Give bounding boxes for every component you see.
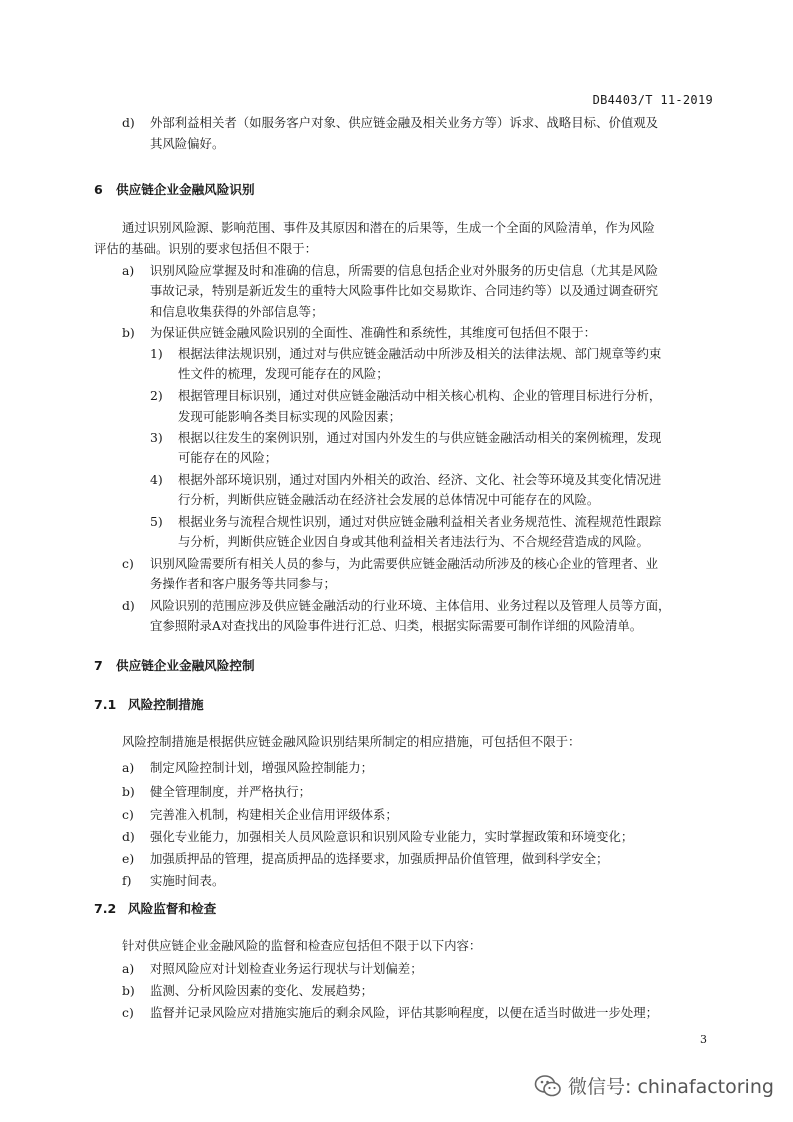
subsection-number: 7.2: [94, 901, 117, 916]
sub-list-marker: 1): [150, 346, 163, 361]
list-item-line: 识别风险应掌握及时和准确的信息，所需要的信息包括企业对外服务的历史信息（尤其是风险: [150, 263, 659, 278]
list-marker: c): [122, 807, 134, 822]
subsection-heading-7-1: [94, 697, 204, 713]
list-marker: d): [122, 598, 135, 613]
paragraph-line: 通过识别风险源、影响范围、事件及其原因和潜在的后果等，生成一个全面的风险清单，作为风险: [122, 220, 655, 235]
paragraph-line: 风险控制措施是根据供应链金融风险识别结果所制定的相应措施，可包括但不限于：: [122, 734, 581, 749]
list-item-line: 制定风险控制计划，增强风险控制能力；: [150, 760, 374, 775]
list-item-line: 为保证供应链金融风险识别的全面性、准确性和系统性，其维度可包括但不限于：: [150, 325, 597, 340]
sub-list-line: 发现可能影响各类目标实现的风险因素；: [178, 409, 402, 424]
sub-list-line: 根据管理目标识别，通过对供应链金融活动中相关核心机构、企业的管理目标进行分析，: [178, 388, 662, 403]
list-marker: a): [122, 263, 135, 278]
paragraph-line: 针对供应链企业金融风险的监督和检查应包括但不限于以下内容：: [122, 938, 482, 953]
list-item-line: 风险识别的范围应涉及供应链金融活动的行业环境、主体信用、业务过程以及管理人员等方面，: [150, 598, 671, 613]
list-item-line: 实施时间表。: [150, 873, 225, 888]
list-item-line: 监督并记录风险应对措施实施后的剩余风险，评估其影响程度，以便在适当时做进一步处理；: [150, 1005, 659, 1020]
list-marker: c): [122, 556, 134, 571]
sub-list-marker: 4): [150, 472, 163, 487]
sub-list-marker: 3): [150, 430, 163, 445]
sub-list-marker: 2): [150, 388, 163, 403]
list-marker: b): [122, 784, 135, 799]
subsection-title: 风险控制措施: [128, 697, 204, 712]
list-item-line: 识别风险需要所有相关人员的参与，为此需要供应链金融活动所涉及的核心企业的管理者、业: [150, 556, 659, 571]
section-title: 供应链企业金融风险识别: [116, 182, 255, 197]
list-marker: d): [122, 829, 135, 844]
list-marker: f): [122, 873, 132, 888]
section-number: 6: [94, 182, 103, 197]
list-item-line: 外部利益相关者（如服务客户对象、供应链金融及相关业务方等）诉求、战略目标、价值观及: [150, 115, 659, 130]
sub-list-line: 与分析，判断供应链企业因自身或其他利益相关者违法行为、不合规经营造成的风险。: [178, 534, 649, 549]
list-marker: e): [122, 851, 135, 866]
list-item-line: 事故记录，特别是新近发生的重特大风险事件比如交易欺诈、合同违约等）以及通过调查研究: [150, 283, 659, 298]
list-item-line: 强化专业能力，加强相关人员风险意识和识别风险专业能力，实时掌握政策和环境变化；: [150, 829, 634, 844]
sub-list-line: 行分析，判断供应链金融活动在经济社会发展的总体情况中可能存在的风险。: [178, 492, 600, 507]
list-item-line: 完善准入机制，构建相关企业信用评级体系；: [150, 807, 398, 822]
wechat-icon: [534, 1074, 562, 1098]
sub-list-line: 性文件的梳理，发现可能存在的风险；: [178, 366, 389, 381]
list-marker: a): [122, 760, 135, 775]
list-marker: b): [122, 325, 135, 340]
subsection-title: 风险监督和检查: [128, 901, 217, 916]
page-number: 3: [700, 1033, 707, 1046]
sub-list-line: 根据法律法规识别，通过对与供应链金融活动中所涉及相关的法律法规、部门规章等约束: [178, 346, 662, 361]
list-marker: a): [122, 961, 135, 976]
list-marker: b): [122, 983, 135, 998]
subsection-heading-7-2: [94, 901, 216, 917]
list-marker: c): [122, 1005, 134, 1020]
section-heading-7: [94, 658, 255, 674]
paragraph-line: 评估的基础。识别的要求包括但不限于：: [94, 241, 318, 256]
section-title: 供应链企业金融风险控制: [116, 658, 255, 673]
sub-list-line: 根据外部环境识别，通过对国内外相关的政治、经济、文化、社会等环境及其变化情况进: [178, 472, 662, 487]
list-item-line: 监测、分析风险因素的变化、发展趋势；: [150, 983, 374, 998]
sub-list-line: 根据以往发生的案例识别，通过对国内外发生的与供应链金融活动相关的案例梳理，发现: [178, 430, 662, 445]
list-marker: d): [122, 115, 135, 130]
watermark-text: 微信号: chinafactoring: [568, 1076, 774, 1098]
sub-list-line: 可能存在的风险；: [178, 450, 278, 465]
subsection-number: 7.1: [94, 697, 117, 712]
sub-list-line: 根据业务与流程合规性识别，通过对供应链金融利益相关者业务规范性、流程规范性跟踪: [178, 514, 662, 529]
list-item-line: 加强质押品的管理，提高质押品的选择要求，加强质押品价值管理，做到科学安全；: [150, 851, 609, 866]
list-item-line: 对照风险应对计划检查业务运行现状与计划偏差；: [150, 961, 423, 976]
list-item-line: 务操作者和客户服务等共同参与；: [150, 576, 336, 591]
sub-list-marker: 5): [150, 514, 163, 529]
list-item-line: 和信息收集获得的外部信息等；: [150, 304, 324, 319]
section-heading-6: [94, 182, 255, 198]
section-number: 7: [94, 658, 103, 673]
list-item-line: 健全管理制度，并严格执行；: [150, 784, 312, 799]
list-item-line: 宜参照附录A对查找出的风险事件进行汇总、归类，根据实际需要可制作详细的风险清单。: [150, 618, 643, 633]
wechat-watermark: [534, 1072, 774, 1099]
list-item-line: 其风险偏好。: [150, 136, 225, 151]
standard-code: DB4403/T 11-2019: [592, 93, 713, 107]
